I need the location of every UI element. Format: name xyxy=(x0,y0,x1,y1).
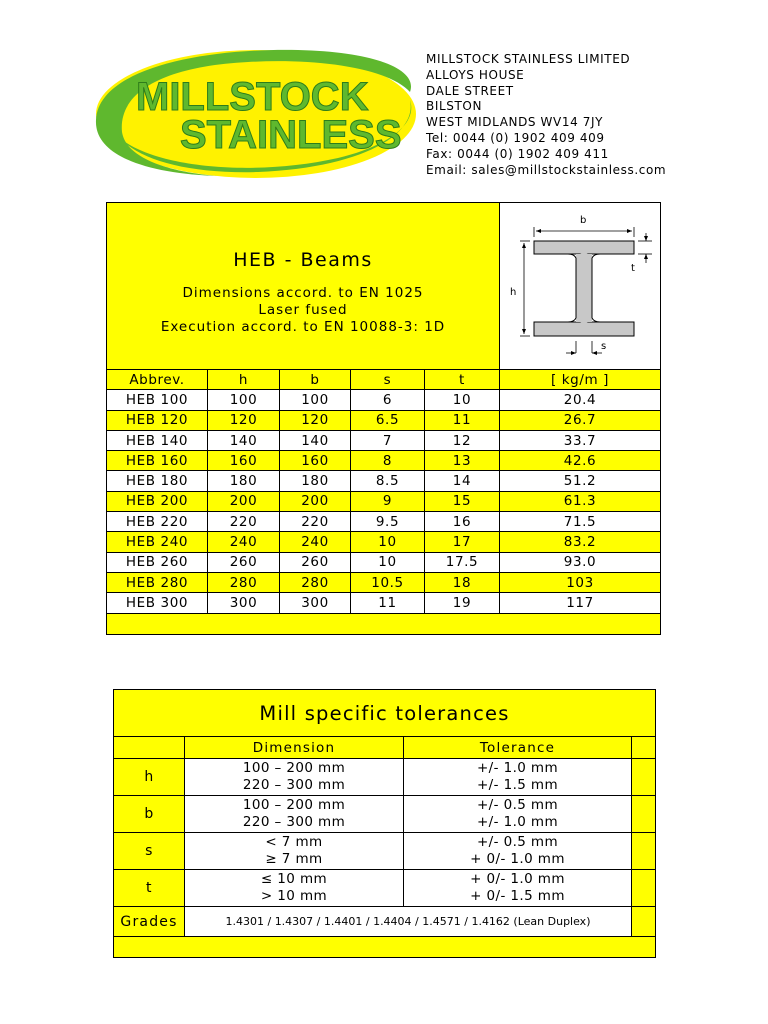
table-cell: 18 xyxy=(425,573,500,592)
address-line: Fax: 0044 (0) 1902 409 411 xyxy=(426,146,609,161)
tolerance-cell xyxy=(404,759,632,795)
table-cell: 300 xyxy=(280,593,351,612)
heb-column-headers xyxy=(107,370,660,390)
table-cell: HEB 280 xyxy=(107,573,208,592)
table-cell: 26.7 xyxy=(563,412,597,429)
table-cell: 19 xyxy=(425,593,500,612)
tolerance-line: +/- 1.5 mm xyxy=(476,777,559,793)
table-row xyxy=(107,431,660,451)
heb-rows xyxy=(107,390,660,613)
table-cell: 140 xyxy=(208,431,280,450)
table-cell: HEB 300 xyxy=(107,593,208,612)
svg-text:s: s xyxy=(601,341,607,352)
address-line: DALE STREET xyxy=(426,83,514,98)
table-cell: 17 xyxy=(425,532,500,551)
table-cell: 120 xyxy=(280,411,351,430)
column-header: b xyxy=(280,370,351,389)
subtitle-line: Laser fused xyxy=(258,302,348,318)
row-filler xyxy=(632,796,655,832)
table-cell: 260 xyxy=(280,553,351,572)
heb-beams-table xyxy=(106,202,661,635)
dimension-line: ≤ 10 mm xyxy=(260,871,328,887)
table-cell: 8 xyxy=(351,451,425,470)
table-cell: 8.5 xyxy=(351,471,425,490)
table-cell: HEB 220 xyxy=(107,512,208,531)
table-cell: 240 xyxy=(208,532,280,551)
dimension-label: t xyxy=(114,870,185,906)
table-row xyxy=(107,451,660,471)
table-cell: 120 xyxy=(208,411,280,430)
table-row xyxy=(107,593,660,613)
millstock-logo xyxy=(88,40,418,180)
tolerance-line: +/- 1.0 mm xyxy=(476,760,559,776)
table-cell: 16 xyxy=(425,512,500,531)
table-cell: 10.5 xyxy=(351,573,425,592)
tolerance-cell xyxy=(404,833,632,869)
dimension-label: b xyxy=(114,796,185,832)
tolerances-column-headers xyxy=(114,737,655,759)
tolerance-cell xyxy=(404,870,632,906)
dimension-label: s xyxy=(114,833,185,869)
table-row xyxy=(107,512,660,532)
table-cell: 10 xyxy=(425,390,500,409)
table-cell: HEB 260 xyxy=(107,553,208,572)
dimension-line: ≥ 7 mm xyxy=(265,851,323,867)
table-row xyxy=(107,492,660,512)
email-link[interactable]: Email: sales@millstockstainless.com xyxy=(426,162,667,177)
row-filler xyxy=(632,759,655,795)
column-header: s xyxy=(351,370,425,389)
table-cell: 260 xyxy=(208,553,280,572)
row-filler xyxy=(632,907,655,936)
address-line: BILSTON xyxy=(426,99,483,114)
table-cell: 220 xyxy=(280,512,351,531)
dimension-line: 220 – 300 mm xyxy=(242,777,346,793)
table-cell: 117 xyxy=(566,594,594,611)
row-filler xyxy=(632,833,655,869)
table-cell: 160 xyxy=(208,451,280,470)
table-cell: 180 xyxy=(280,471,351,490)
table-cell: 180 xyxy=(208,471,280,490)
table-cell: 11 xyxy=(351,593,425,612)
svg-text:t: t xyxy=(631,263,635,274)
table-cell: 6 xyxy=(351,390,425,409)
tolerances-table xyxy=(113,689,656,958)
table-cell: 9.5 xyxy=(351,512,425,531)
table-cell: 51.2 xyxy=(563,473,597,490)
dimension-label: h xyxy=(114,759,185,795)
table-cell: 140 xyxy=(280,431,351,450)
table-cell: 160 xyxy=(280,451,351,470)
heb-table-header xyxy=(107,203,660,370)
table-cell: 7 xyxy=(351,431,425,450)
dimension-cell xyxy=(185,833,404,869)
logo-text-stainless: STAINLESS xyxy=(180,113,402,157)
column-header: [ kg/m ] xyxy=(550,371,609,388)
column-header: t xyxy=(425,370,500,389)
table-cell: 33.7 xyxy=(563,432,597,449)
tolerances-title: Mill specific tolerances xyxy=(114,690,655,737)
heb-title: HEB - Beams xyxy=(233,249,373,271)
table-row xyxy=(107,573,660,593)
table-cell: 83.2 xyxy=(563,534,597,551)
tolerance-line: + 0/- 1.0 mm xyxy=(470,871,565,887)
heb-table-footer xyxy=(107,614,660,634)
table-cell: 93.0 xyxy=(563,554,597,571)
column-header: Tolerance xyxy=(404,737,632,758)
table-cell: HEB 100 xyxy=(107,390,208,409)
table-cell: 42.6 xyxy=(563,452,597,469)
table-cell: 220 xyxy=(208,512,280,531)
table-cell: 12 xyxy=(425,431,500,450)
dimension-cell xyxy=(185,796,404,832)
subtitle-line: Dimensions accord. to EN 1025 xyxy=(182,285,424,301)
tolerance-line: + 0/- 1.0 mm xyxy=(470,851,565,867)
table-cell: 14 xyxy=(425,471,500,490)
tolerance-row xyxy=(114,870,655,907)
heb-subtitle xyxy=(107,285,499,336)
table-cell: 200 xyxy=(208,492,280,511)
table-cell: HEB 160 xyxy=(107,451,208,470)
table-cell: 10 xyxy=(351,553,425,572)
tolerance-row xyxy=(114,759,655,796)
table-cell: HEB 120 xyxy=(107,411,208,430)
dimension-line: 100 – 200 mm xyxy=(242,760,346,776)
table-cell: 71.5 xyxy=(563,513,597,530)
tolerance-line: +/- 1.0 mm xyxy=(476,814,559,830)
table-cell: HEB 140 xyxy=(107,431,208,450)
tolerance-rows xyxy=(114,759,655,907)
header-blank xyxy=(114,737,185,758)
table-cell: 100 xyxy=(208,390,280,409)
table-cell: 17.5 xyxy=(425,553,500,572)
table-cell: 11 xyxy=(425,411,500,430)
table-cell: 200 xyxy=(280,492,351,511)
table-row xyxy=(107,471,660,491)
dimension-line: > 10 mm xyxy=(260,888,328,904)
table-cell: 9 xyxy=(351,492,425,511)
table-cell: 280 xyxy=(208,573,280,592)
column-header: Abbrev. xyxy=(107,370,208,389)
tolerance-cell xyxy=(404,796,632,832)
heb-title-cell xyxy=(107,203,500,369)
tolerances-footer xyxy=(114,937,655,957)
company-address xyxy=(426,52,666,178)
i-beam-icon xyxy=(500,203,660,369)
address-line: Tel: 0044 (0) 1902 409 409 xyxy=(426,130,605,145)
dimension-line: < 7 mm xyxy=(265,834,323,850)
column-header: h xyxy=(208,370,280,389)
table-cell: 103 xyxy=(566,574,594,591)
grades-label: Grades xyxy=(114,907,185,936)
tolerance-line: + 0/- 1.5 mm xyxy=(470,888,565,904)
grades-value: 1.4301 / 1.4307 / 1.4401 / 1.4404 / 1.4571 / 1.4162 (Lean Duplex) xyxy=(185,907,632,936)
table-cell: 10 xyxy=(351,532,425,551)
tolerance-row xyxy=(114,796,655,833)
address-line: ALLOYS HOUSE xyxy=(426,67,525,82)
table-row xyxy=(107,411,660,431)
table-cell: 300 xyxy=(208,593,280,612)
column-header: Dimension xyxy=(185,737,404,758)
table-cell: 61.3 xyxy=(563,493,597,510)
tolerance-line: +/- 0.5 mm xyxy=(476,797,559,813)
table-cell: 6.5 xyxy=(351,411,425,430)
svg-text:b: b xyxy=(580,215,587,226)
logo-text-millstock: MILLSTOCK xyxy=(136,75,369,119)
table-cell: HEB 200 xyxy=(107,492,208,511)
dimension-cell xyxy=(185,759,404,795)
tolerance-line: +/- 0.5 mm xyxy=(476,834,559,850)
table-row xyxy=(107,553,660,573)
tolerance-row xyxy=(114,833,655,870)
header-blank xyxy=(632,737,655,758)
dimension-line: 220 – 300 mm xyxy=(242,814,346,830)
table-cell: 15 xyxy=(425,492,500,511)
row-filler xyxy=(632,870,655,906)
subtitle-line: Execution accord. to EN 10088-3: 1D xyxy=(160,319,446,335)
beam-profile-diagram xyxy=(500,203,660,369)
address-line: WEST MIDLANDS WV14 7JY xyxy=(426,115,604,130)
table-cell: 20.4 xyxy=(563,391,597,408)
table-cell: 13 xyxy=(425,451,500,470)
table-row xyxy=(107,390,660,410)
table-cell: 100 xyxy=(280,390,351,409)
dimension-cell xyxy=(185,870,404,906)
table-cell: HEB 180 xyxy=(107,471,208,490)
table-cell: HEB 240 xyxy=(107,532,208,551)
table-cell: 240 xyxy=(280,532,351,551)
dimension-line: 100 – 200 mm xyxy=(242,797,346,813)
svg-text:h: h xyxy=(510,287,517,298)
table-cell: 280 xyxy=(280,573,351,592)
address-line: MILLSTOCK STAINLESS LIMITED xyxy=(426,52,631,66)
grades-row xyxy=(114,907,655,937)
table-row xyxy=(107,532,660,552)
